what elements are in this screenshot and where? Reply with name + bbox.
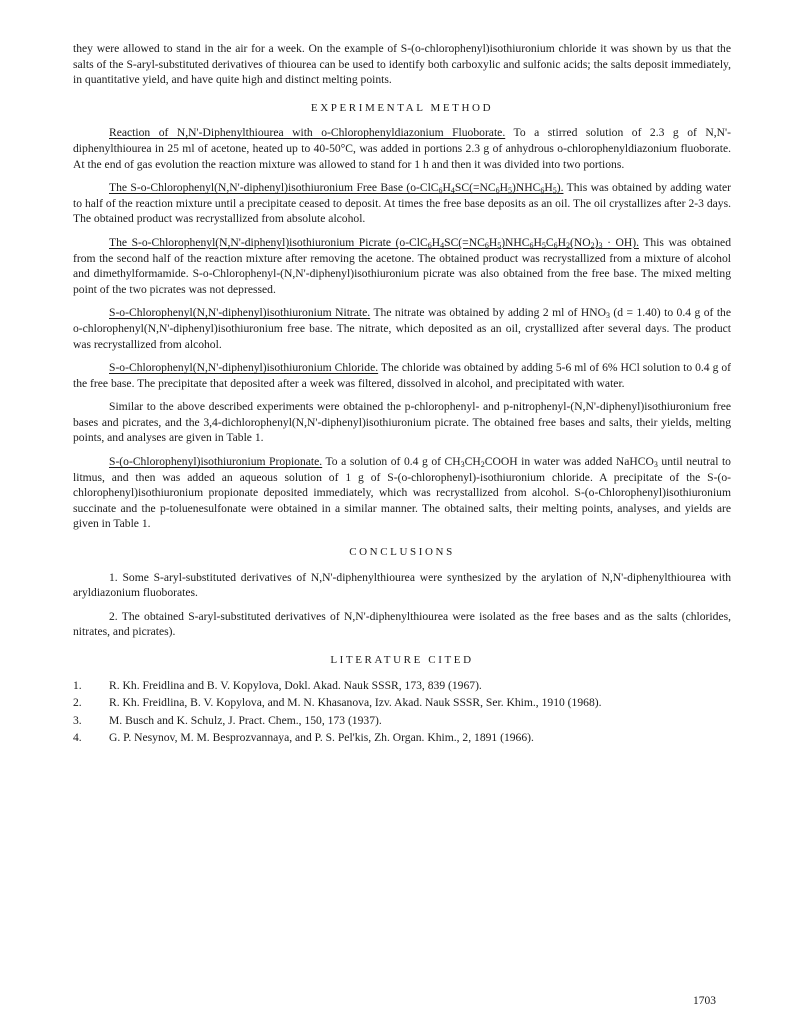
- paragraph-chloride: [73, 360, 731, 391]
- heading-literature-cited: LITERATURE CITED: [330, 654, 474, 666]
- paragraph-text: This was obtained from the second half of the reaction mixture after removing the acetone. The obtained product was recrystallized from a mixture of alcohol and dimethylformamide. S-o-Chlorophenyl-(N,N'-diphenyl)isothiuronium picrate was also obtained from the free base. The mixed melting point of the two picrates was not depressed.: [73, 235, 731, 296]
- reference-list: [73, 678, 731, 746]
- heading-experimental-method: EXPERIMENTAL METHOD: [310, 101, 494, 114]
- conclusion-1: 1. Some S-aryl-substituted derivatives of N,N'-diphenylthiourea were synthesized by the arylation of N,N'-diphenylthiourea with aryldiazonium fluoborates.: [73, 570, 731, 600]
- article-body: [73, 41, 731, 748]
- paragraph-text: The chloride was obtained by adding 5-6 ml of 6% HCl solution to 0.4 g of the free base. The precipitate that deposited after a week was filtered, dissolved in alcohol, and precipitated with water.: [73, 361, 731, 390]
- paragraph-title: S-o-Chlorophenyl(N,N'-diphenyl)isothiuronium Chloride.: [109, 361, 379, 375]
- reference-text: R. Kh. Freidlina and B. V. Kopylova, Dokl. Akad. Nauk SSSR, 173, 839 (1967).: [109, 678, 482, 692]
- reference-item: [73, 730, 731, 746]
- reference-number: 2.: [73, 696, 82, 710]
- reference-number: 3.: [73, 713, 82, 727]
- reference-item: [73, 713, 731, 729]
- reference-text: M. Busch and K. Schulz, J. Pract. Chem., 150, 173 (1937).: [109, 713, 382, 727]
- reference-text: G. P. Nesynov, M. M. Besprozvannaya, and P. S. Pel'kis, Zh. Organ. Khim., 2, 1891 (1966).: [109, 731, 534, 745]
- paragraph-similar: Similar to the above described experiments were obtained the p-chlorophenyl- and p-nitrophenyl-(N,N'-diphenyl)isothiuronium free bases and picrates, and the 3,4-dichlorophenyl(N,N'-diphenyl)isothiuronium picrate. The obtained free bases and salts, their yields, melting points, and analyses are given in Table 1.: [73, 400, 731, 445]
- paragraph-text: To a solution of 0.4 g of $CH_3CH_2COOH$ in water was added NaHCO$_3$ until neutral to litmus, and then was added an aqueous solution of 1 g of S-(o-chlorophenyl)-isothiuronium chloride. A precipitate of the S-(o-chlorophenyl)isothiuronium propionate deposited immediately, which was recrystallized from alcohol. S-(o-Chlorophenyl)isothiuronium succinate and the p-toluenesulfonate were obtained in a similar manner. The obtained salts, their melting points, analyses, and yields are given in Table 1.: [73, 455, 731, 531]
- paragraph-title: The S-o-Chlorophenyl(N,N'-diphenyl)isothiuronium Free Base $(o-ClC_6H_4SC(=NC_6H_5)NHC_6H_5)$.: [109, 181, 564, 196]
- reference-item: [73, 695, 731, 711]
- paragraph-free-base: [73, 180, 731, 227]
- paragraph-text: To a stirred solution of 2.3 g of N,N'-diphenylthiourea in 25 ml of acetone, heated up to 40-50°C, was added in portions 2.3 g of anhydrous o-chlorophenyldiazonium fluoborate. At the end of gas evolution the reaction mixture was allowed to stand for 1 h and then it was divided into two portions.: [73, 126, 731, 171]
- paragraph-picrate: [73, 235, 731, 297]
- paragraph-reaction: [73, 125, 731, 172]
- paragraph-title: The S-o-Chlorophenyl(N,N'-diphenyl)isothiuronium Picrate $(o-ClC_6H_4SC(=NC_6H_5)NHC_6H_5C_6H_2(NO_2)_3 \cdot OH)$.: [109, 235, 639, 250]
- page-number: 1703: [693, 995, 716, 1007]
- heading-conclusions: CONCLUSIONS: [349, 546, 455, 559]
- paragraph-title: Reaction of N,N'-Diphenylthiourea with o-Chlorophenyldiazonium Fluoborate.: [109, 126, 506, 140]
- intro-paragraph: they were allowed to stand in the air for a week. On the example of S-(o-chlorophenyl)isothiuronium chloride it was shown by us that the salts of the S-aryl-substituted derivatives of thiourea can be used to identify both carboxylic and sulfonic acids; the salts deposit immediately, in quantitative yield, and have quite high and distinct melting points.: [73, 42, 731, 87]
- reference-number: 1.: [73, 678, 82, 692]
- reference-number: 4.: [73, 731, 82, 745]
- paragraph-propionate: [73, 454, 731, 532]
- paragraph-title: S-(o-Chlorophenyl)isothiuronium Propionate.: [109, 455, 323, 469]
- paragraph-title: S-o-Chlorophenyl(N,N'-diphenyl)isothiuronium Nitrate.: [109, 306, 371, 320]
- paragraph-nitrate: [73, 305, 731, 352]
- reference-text: R. Kh. Freidlina, B. V. Kopylova, and M. N. Khasanova, Izv. Akad. Nauk SSSR, Ser. Khim., 1910 (1968).: [109, 696, 602, 710]
- conclusion-2: 2. The obtained S-aryl-substituted derivatives of N,N'-diphenylthiourea were isolated as the free bases and as the salts (chlorides, nitrates, and picrates).: [73, 609, 731, 639]
- paragraph-text: The nitrate was obtained by adding 2 ml of $HNO_3$ (d = 1.40) to 0.4 g of the o-chlorophenyl(N,N'-diphenyl)isothiuronium free base. The nitrate, which deposited as an oil, crystallized after several days. The product was recrystallized from alcohol.: [73, 306, 731, 351]
- paragraph-text: This was obtained by adding water to half of the reaction mixture until a precipitate ceased to deposit. At times the free base deposits as an oil. The oil crystallizes after 2-3 days. The obtained product was recrystallized from absolute alcohol.: [73, 181, 731, 226]
- reference-item: [73, 678, 731, 694]
